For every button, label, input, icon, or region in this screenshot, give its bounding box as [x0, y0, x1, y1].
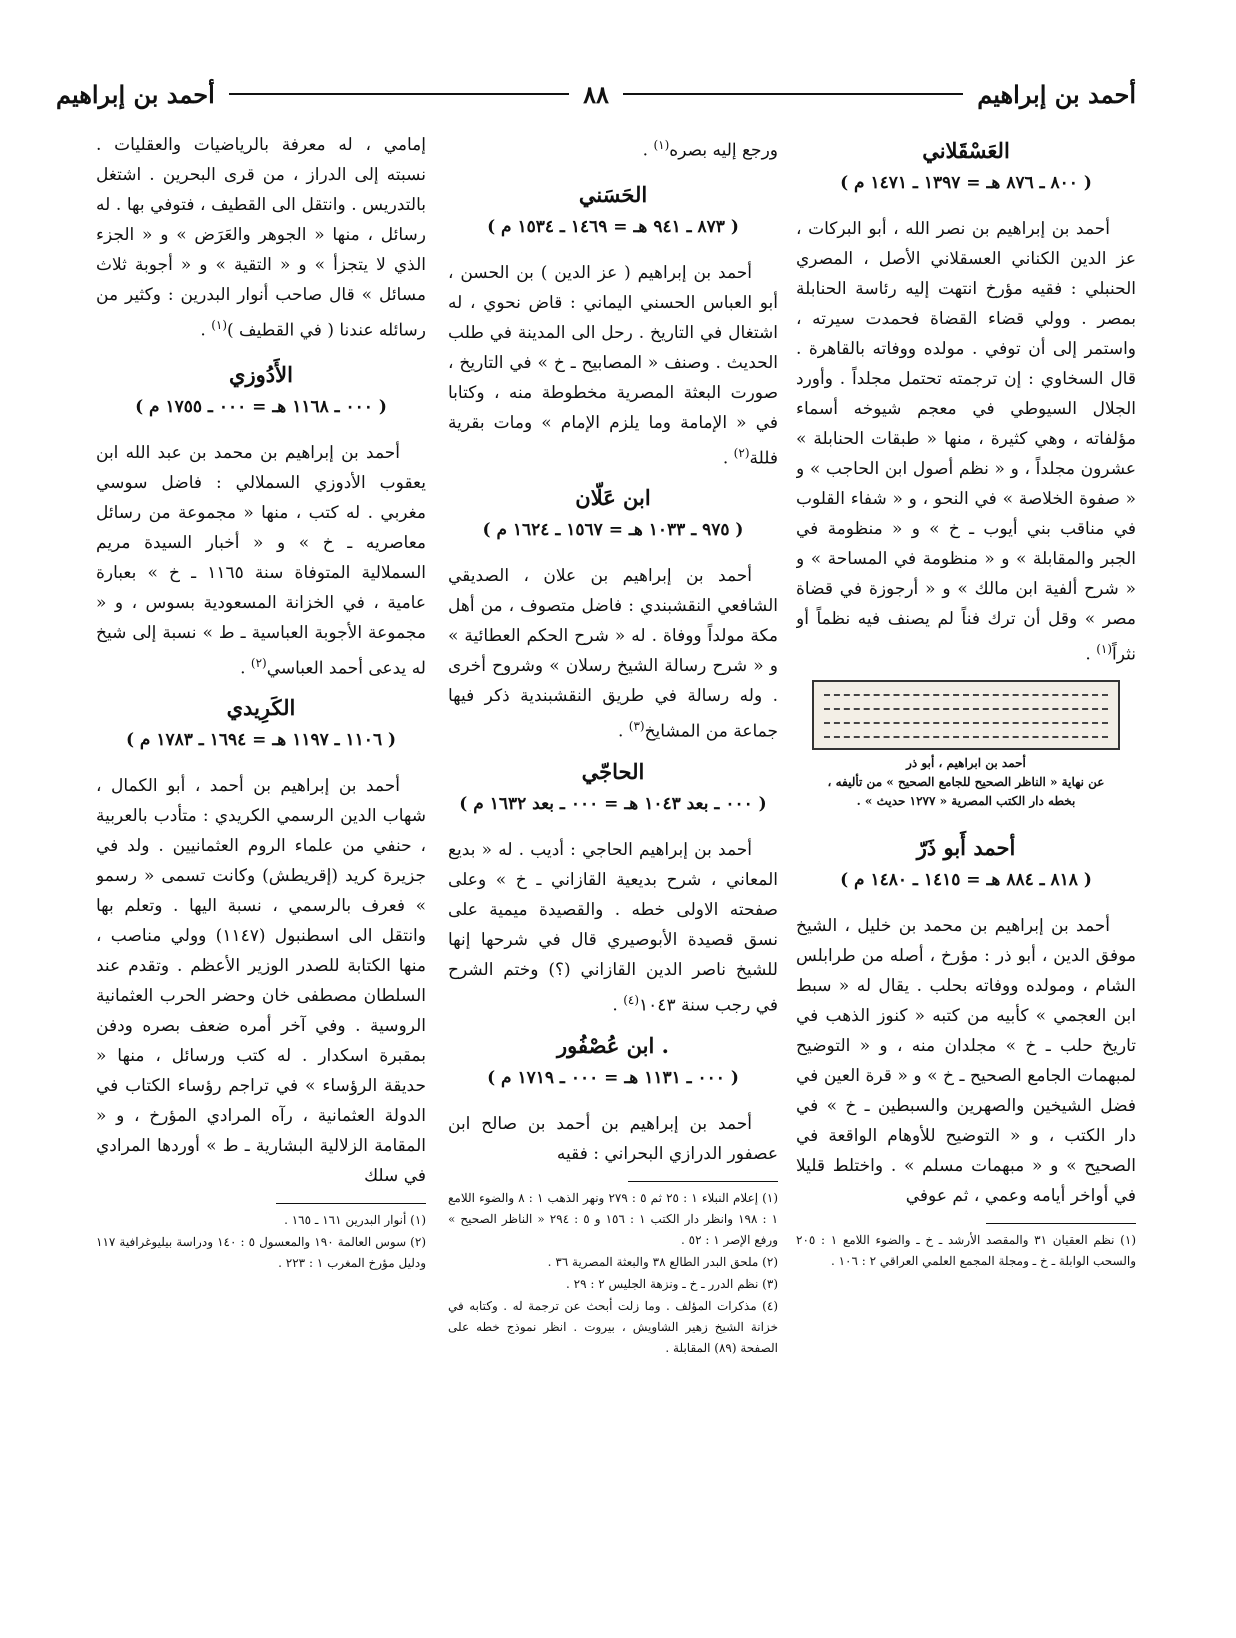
- entry-hasani: [448, 180, 778, 474]
- footnotes: [796, 1230, 1136, 1272]
- footnote: (١) أنوار البدرين ١٦١ ـ ١٦٥ .: [284, 1213, 426, 1228]
- footnote: (٢) سوس العالمة ١٩٠ والمعسول ٥ : ١٤٠ ودراسة بيليوغرافية ١١٧ ودليل مؤرخ المغرب ١ : ٢٢٣ .: [96, 1235, 426, 1271]
- footnote-ref[interactable]: (١): [653, 138, 670, 152]
- entry-title: أحمد أَبو ذَرّ: [916, 834, 1016, 860]
- entry-ibn-allan: [448, 483, 778, 747]
- entry-title: العَسْقَلاني: [922, 138, 1010, 163]
- entry-body: أحمد بن إبراهيم الحاجي : أديب . له « بديع المعاني ، شرح بديعية القازاني ـ خ » وعلى صفحته الاولى خطه . والقصيدة ميمية على نسق قصيدة الأبوصيري قال في شرحها إنها للشيخ ناصر الدين القازاني (؟) وختم الشرح في رجب سنة ١٠٤٣$^{(٤)}$ .: [448, 839, 778, 1016]
- entry-title: الحَسَني: [578, 181, 648, 207]
- continuation-text: إمامي ، له معرفة بالرياضيات والعقليات . نسبته إلى الدراز ، من قرى البحرين . اشتغل بالتدريس . وانتقل الى القطيف ، فتوفي بها . له رسائل ، منها « الجوهر والعَرَض » و « الجزء الذي لا يتجزأ » و « التقية » و « أجوبة ثلاث مسائل » قال صاحب أنوار البدرين : وكثير من رسائله عندنا ( في القطيف )$^{(١)}$ .: [96, 135, 426, 341]
- footnotes: [96, 1210, 426, 1274]
- entry-dates: ( ٠٠٠ ـ ١١٣١ هـ = ٠٠٠ ـ ١٧١٩ م ): [487, 1067, 739, 1088]
- continuation-text: ورجع إليه بصره$^{(١)}$ .: [642, 138, 778, 161]
- entry-dates: ( ٩٧٥ ـ ١٠٣٣ هـ = ١٥٦٧ ـ ١٦٢٤ م ): [482, 520, 744, 541]
- page-number: ٨٨: [583, 79, 609, 109]
- column-right: [796, 130, 1136, 1625]
- running-header: [56, 74, 1136, 114]
- entry-title: الحاجّي: [581, 758, 645, 784]
- column-left: [96, 130, 426, 1625]
- entry-dates: ( ٠٠٠ ـ بعد ١٠٤٣ هـ = ٠٠٠ ـ بعد ١٦٣٢ م ): [459, 793, 767, 814]
- entry-body: أحمد بن إبراهيم بن محمد بن عبد الله ابن يعقوب الأدوزي السملالي : فاضل سوسي مغربي . له كتب ، منها « مجموعة من رسائل معاصريه ـ خ » و « أخبار السيدة مريم السملالية المتوفاة سنة ١١٦٥ ـ خ » بعبارة عامية ، في الخزانة المسعودية بسوس ، و « مجموعة الأجوبة العباسية ـ ط » نسبة إلى شيخ له يدعى أحمد العباسي$^{(٢)}$ .: [96, 442, 426, 679]
- footnote: (١) نظم العقيان ٣١ والمقصد الأرشد ـ خ ـ والضوء اللامع ١ : ٢٠٥ والسحب الوابلة ـ خ ـ ومجلة المجمع العلمي العراقي ٢ : ١٠٦ .: [796, 1232, 1136, 1268]
- footnote-ref[interactable]: (٣): [628, 719, 645, 734]
- entry-body: أحمد بن إبراهيم بن أحمد بن صالح ابن عصفور الدرازي البحراني : فقيه: [448, 1113, 778, 1164]
- footnote-separator: [986, 1223, 1136, 1224]
- header-rule: [623, 93, 963, 95]
- running-head-right: أحمد بن إبراهيم: [977, 79, 1136, 109]
- entry-dates: ( ٨٧٣ ـ ٩٤١ هـ = ١٤٦٩ ـ ١٥٣٤ م ): [487, 216, 739, 237]
- entry-dates: ( ٨٠٠ ـ ٨٧٦ هـ = ١٣٩٧ ـ ١٤٧١ م ): [840, 173, 1092, 193]
- entry-dates: ( ٨١٨ ـ ٨٨٤ هـ = ١٤١٥ ـ ١٤٨٠ م ): [840, 869, 1092, 890]
- manuscript-image: [812, 680, 1120, 750]
- figure-caption: أحمد بن ابراهيم ، أبو ذر عن نهاية « الناظر الصحيح للجامع الصحيح » من تأليفه ، بخطه دار الكتب المصرية « ١٢٧٧ حديث » .: [827, 755, 1105, 808]
- footnote-ref[interactable]: (٢): [250, 655, 267, 670]
- entry-hajji: [448, 757, 778, 1021]
- footnote-ref[interactable]: (٤): [623, 992, 640, 1007]
- entry-title: الكَرِيدي: [226, 695, 296, 721]
- footnote-separator: [276, 1203, 426, 1204]
- column-middle: [448, 130, 778, 1625]
- entry-ibn-usfur: [448, 1031, 778, 1169]
- entry-dates: ( ١١٠٦ ـ ١١٩٧ هـ = ١٦٩٤ ـ ١٧٨٣ م ): [125, 730, 397, 751]
- entry-body: أحمد بن إبراهيم ( عز الدين ) بن الحسن ، أبو العباس الحسني اليماني : قاض نحوي ، له اشتغال في التاريخ . رحل الى المدينة في طلب الحديث . وصنف « المصابيح ـ خ » في التاريخ ، صورت البعثة المصرية مخطوطة منه ، وكتابا في « الإمامة وما يلزم الإمام » ومات بقرية فللة$^{(٢)}$ .: [448, 262, 778, 469]
- header-rule: [229, 93, 569, 95]
- entry-body: أحمد بن إبراهيم بن نصر الله ، أبو البركات ، عز الدين الكناني العسقلاني الأصل ، المصري الحنبلي : فقيه مؤرخ انتهت إليه رئاسة الحنابلة بمصر . وولي قضاء القضاة فحمدت سيرته ، واستمر إلى أن توفي . مولده ووفاته بالقاهرة . قال السخاوي : إن ترجمته تحتمل مجلداً . وأورد الجلال السيوطي في معجم شيوخه أسماء مؤلفاته ، وهي كثيرة ، منها « طبقات الحنابلة » عشرون مجلداً ، و « نظم أصول ابن الحاجب » و « صفوة الخلاصة » في النحو ، و « شفاء القلوب في مناقب بني أيوب ـ خ » و « منظومة في الجبر والمقابلة » و « منظومة في المساحة » و « شرح ألفية ابن مالك » و « أرجوزة في قضاة مصر » وقل أن ترك فناً لم يصنف فيه نظماً أو نثراً$^{(١)}$ .: [796, 219, 1136, 665]
- entry-adouzi: [96, 360, 426, 684]
- entry-title: . ابن عُصْفُور: [557, 1032, 669, 1058]
- manuscript-figure: [806, 680, 1126, 811]
- footnote-ref[interactable]: (١): [1096, 642, 1113, 656]
- entry-title: الأَدُوزي: [229, 361, 293, 387]
- footnote-ref[interactable]: (٢): [733, 445, 750, 460]
- entry-body: أحمد بن إبراهيم بن أحمد ، أبو الكمال ، شهاب الدين الرسمي الكريدي : متأدب بالعربية ، حنفي من علماء الروم العثمانيين . ولد في جزيرة كريد (إقريطش) وكانت تسمى « رسمو » فعرف بالرسمي ، نسبة اليها . وتعلم بها وانتقل الى اسطنبول (١١٤٧) وولي مناصب ، منها الكتابة للصدر الوزير الأعظم . وتقدم عند السلطان مصطفى خان وحضر الحرب العثمانية الروسية . وفي آخر أمره ضعف بصره ودفن بمقبرة اسكدار . له كتب ورسائل ، منها « حديقة الرؤساء » في تراجم رؤساء الكتاب في الدولة العثمانية ، رآه المرادي المؤرخ ، و « المقامة الزلالية البشارية ـ ط » أوردها المرادي في سلك: [96, 776, 426, 1187]
- footnote: (٤) مذكرات المؤلف . وما زلت أبحث عن ترجمة له . وكتابه في خزانة الشيخ زهير الشاويش ، بيروت . انظر نموذج خطه على الصفحة (٨٩) المقابلة .: [448, 1298, 778, 1355]
- running-head-left: أحمد بن إبراهيم: [56, 79, 215, 109]
- footnote-separator: [628, 1181, 778, 1182]
- entry-abu-dharr: [796, 833, 1136, 1211]
- entry-karidi: [96, 693, 426, 1191]
- footnote: (٢) ملحق البدر الطالع ٣٨ والبعثة المصرية ٣٦ .: [547, 1254, 778, 1269]
- footnote: (١) إعلام النبلاء ١ : ٢٥ ثم ٥ : ٢٧٩ ونهر الذهب ١ : ٨ والضوء اللامع ١ : ١٩٨ وانظر دار الكتب ١ : ١٥٦ و ٥ : ٢٩٤ « الناظر الصحيح » ورفع الإصر ١ : ٥٢ .: [448, 1190, 778, 1247]
- footnote-ref[interactable]: (١): [211, 318, 228, 332]
- footnotes: [448, 1188, 778, 1359]
- entry-dates: ( ٠٠٠ ـ ١١٦٨ هـ = ٠٠٠ ـ ١٧٥٥ م ): [135, 396, 387, 417]
- entry-asqalani: [796, 136, 1136, 670]
- entry-body: أحمد بن إبراهيم بن محمد بن خليل ، الشيخ موفق الدين ، أبو ذر : مؤرخ ، أصله من طرابلس الشام ، ومولده ووفاته بحلب . يقال له « سبط ابن العجمي » كأبيه من كتبه « كنوز الذهب في تاريخ حلب ـ خ » مجلدان منه ، و « التوضيح لمبهمات الجامع الصحيح ـ خ » و « قرة العين في فضل الشيخين والصهرين والسبطين ـ خ » في دار الكتب ، و « التوضيح للأوهام الواقعة في الصحيح » و « مبهمات مسلم » . واختلط قليلا في أواخر أيامه وعمي ، ثم عوفي: [796, 915, 1136, 1206]
- entry-body: أحمد بن إبراهيم بن علان ، الصديقي الشافعي النقشبندي : فاضل متصوف ، من أهل مكة مولداً ووفاة . له « شرح الحكم العطائية » و « شرح رسالة الشيخ رسلان » وشروح أخرى . وله رسالة في طريق النقشبندية ذكر فيها جماعة من المشايخ$^{(٣)}$ .: [448, 566, 778, 742]
- entry-title: ابن عَلّان: [575, 485, 651, 511]
- footnote: (٣) نظم الدرر ـ خ ـ ونزهة الجليس ٢ : ٢٩ .: [566, 1276, 778, 1291]
